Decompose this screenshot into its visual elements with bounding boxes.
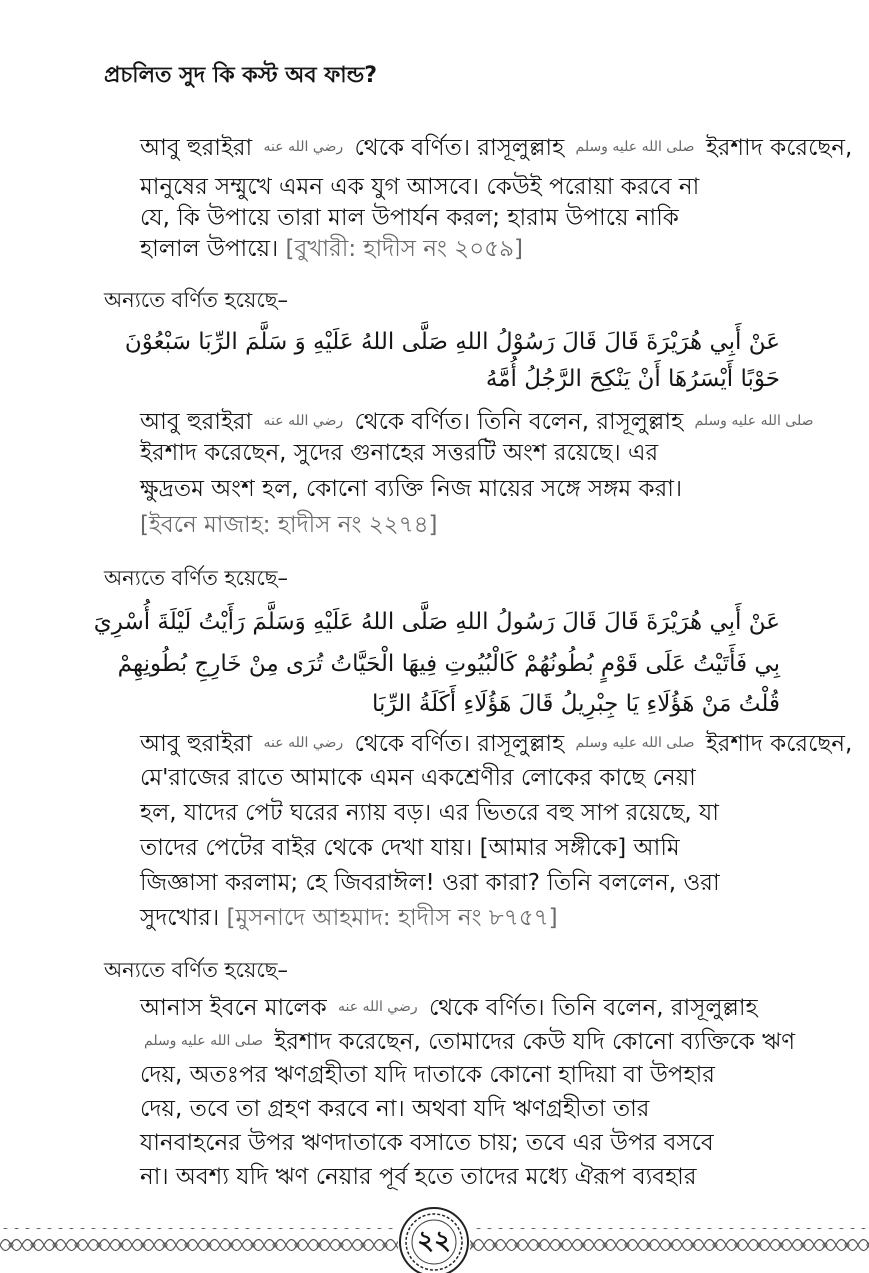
sallallahu-alaihi-wasallam-glyph: صلى الله عليه وسلم [144, 1033, 263, 1049]
hadith3-line5: জিজ্ঞাসা করলাম; হে জিবরাঈল! ওরা কারা? তিনি বললেন, ওরা [140, 870, 720, 896]
hadith3-text-end: সুদখোর। [140, 905, 220, 931]
hadith2-arabic-line2: حَوْبًا أَيْسَرُهَا أَنْ يَنْكِحَ الرَّجُلُ أُمَّهُ [485, 366, 780, 392]
hadith1-reference: [বুখারী: হাদীস নং ২০৫৯] [285, 236, 523, 262]
radiallahu-anhu-glyph: رضي الله عنه [338, 999, 418, 1015]
section3-heading: অন্যতে বর্ণিত হয়েছে– [104, 566, 289, 590]
sallallahu-alaihi-wasallam-glyph: صلى الله عليه وسلم [694, 413, 814, 429]
hadith2-line2: ইরশাদ করেছেন, সুদের গুনাহের সত্তরটি অংশ রয়েছে। এর [140, 440, 659, 466]
radiallahu-anhu-glyph: رضي الله عنه [263, 139, 344, 155]
hadith3-line3: হল, যাদের পেট ঘরের ন্যায় বড়। এর ভিতরে বহু সাপ রয়েছে, যা [140, 800, 719, 826]
hadith3-line4: তাদের পেটের বাইর থেকে দেখা যায়। [আমার সঙ্গীকে] আমি [140, 835, 680, 861]
hadith2-reference: [ইবনে মাজাহ: হাদীস নং ২২৭৪] [140, 512, 438, 538]
section4-heading: অন্যতে বর্ণিত হয়েছে– [104, 958, 289, 982]
section2-heading: অন্যতে বর্ণিত হয়েছে– [104, 288, 289, 312]
hadith3-arabic-line3: قُلْتُ مَنْ هَؤُلَاءِ يَا جِبْرِيلُ قَالَ هَؤُلَاءِ أَكَلَةُ الرِّبَا [372, 691, 780, 717]
hadith1-text-end: হালাল উপায়ে। [140, 236, 279, 262]
hadith1-narrator: আবু হুরাইরা [140, 135, 253, 161]
hadith4-line5: যানবাহনের উপর ঋণদাতাকে বসাতে চায়; তবে এর উপর বসবে [140, 1130, 714, 1156]
hadith4-line3: দেয়, অতঃপর ঋণগ্রহীতা যদি দাতাকে কোনো হাদিয়া বা উপহার [140, 1062, 715, 1088]
sallallahu-alaihi-wasallam-glyph: صلى الله عليه وسلم [575, 139, 695, 155]
hadith4-line2-text: ইরশাদ করেছেন, তোমাদের কেউ যদি কোনো ব্যক্তিকে ঋণ [274, 1029, 795, 1055]
hadith4-line6: না। অবশ্য যদি ঋণ নেয়ার পূর্ব হতে তাদের মধ্যে ঐরূপ ব্যবহার [140, 1164, 697, 1190]
page-number: ২২ [417, 1226, 451, 1256]
hadith1-line1 [140, 126, 853, 169]
hadith2-line3: ক্ষুদ্রতম অংশ হল, কোনো ব্যক্তি নিজ মায়ের সঙ্গে সঙ্গম করা। [140, 476, 683, 502]
hadith3-line2: মে'রাজের রাতে আমাকে এমন একশ্রেণীর লোকের কাছে নেয়া [140, 765, 696, 791]
hadith4-narrator: আনাস ইবনে মালেক [140, 995, 327, 1021]
hadith1-irshad: ইরশাদ করেছেন, [705, 135, 853, 161]
hadith1-narration-start: থেকে বর্ণিত। রাসূলুল্লাহ [354, 135, 565, 161]
hadith1-line4 [140, 228, 780, 270]
hadith1-line3: যে, কি উপায়ে তারা মাল উপার্যন করল; হারাম উপায়ে নাকি [140, 205, 679, 231]
hadith3-line6 [140, 897, 780, 939]
sallallahu-alaihi-wasallam-glyph: صلى الله عليه وسلم [575, 735, 695, 751]
hadith3-narrator: আবু হুরাইরা [140, 731, 253, 757]
page-title: প্রচলিত সুদ কি কস্ট অব ফান্ড? [104, 63, 378, 88]
hadith3-irshad: ইরশাদ করেছেন, [705, 731, 853, 757]
radiallahu-anhu-glyph: رضي الله عنه [263, 413, 344, 429]
hadith3-arabic-line2: بِي فَأَتَيْتُ عَلَى قَوْمٍ بُطُونُهُمْ كَالْبُيُوتِ فِيهَا الْحَيَّاتُ تُرَى مِنْ خَارِجِ بُطُونِهِمْ [117, 651, 780, 677]
hadith3-reference: [মুসনাদে আহমাদ: হাদীস নং ৮৭৫৭] [226, 905, 558, 931]
hadith2-narrator: আবু হুরাইরা [140, 409, 253, 435]
radiallahu-anhu-glyph: رضي الله عنه [263, 735, 344, 751]
hadith4-narration-start: থেকে বর্ণিত। তিনি বলেন, রাসূলুল্লাহ [428, 995, 758, 1021]
hadith2-narration-start: থেকে বর্ণিত। তিনি বলেন, রাসূলুল্লাহ [354, 409, 684, 435]
hadith4-line4: দেয়, তবে তা গ্রহণ করবে না। অথবা যদি ঋণগ্রহীতা তার [140, 1096, 650, 1122]
hadith1-line2: মানুষের সম্মুখে এমন এক যুগ আসবে। কেউই পরোয়া করবে না [140, 174, 700, 200]
hadith2-arabic-line1: عَنْ أَبِي هُرَيْرَةَ قَالَ قَالَ رَسُوْلُ اللهِ صَلَّى اللهُ عَلَيْهِ وَ سَلَّمَ الرِّبَا سَبْعُوْنَ [124, 329, 780, 355]
hadith3-narration-start: থেকে বর্ণিত। রাসূলুল্লাহ [354, 731, 565, 757]
hadith3-arabic-line1: عَنْ أَبِي هُرَيْرَةَ قَالَ قَالَ رَسُولُ اللهِ صَلَّى اللهُ عَلَيْهِ وَسَلَّمَ رَأَيْتُ لَيْلَةَ أُسْرِيَ [93, 609, 780, 635]
